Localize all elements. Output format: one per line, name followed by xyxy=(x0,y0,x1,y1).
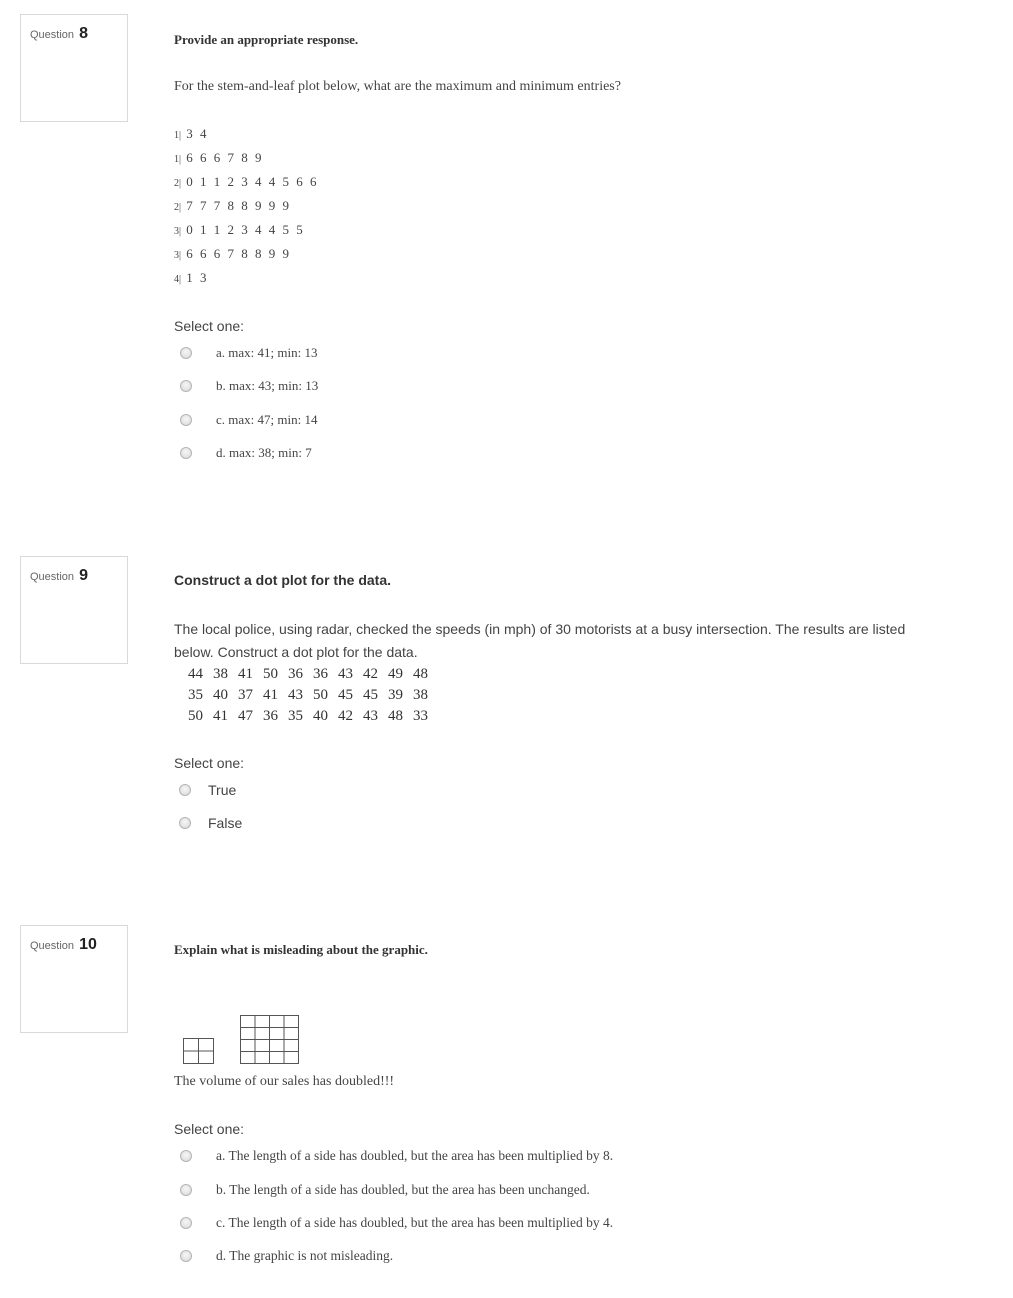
q10-caption: The volume of our sales has doubled!!! xyxy=(174,1074,395,1089)
speed-data-table xyxy=(184,664,434,727)
option-label: c. max: 47; min: 14 xyxy=(216,412,318,427)
radio-icon[interactable] xyxy=(180,447,192,459)
radio-icon[interactable] xyxy=(180,347,192,359)
q10-option-d[interactable] xyxy=(180,1246,393,1266)
misleading-graphic xyxy=(182,1014,302,1066)
q8-option-c[interactable] xyxy=(180,410,317,430)
question-10-info xyxy=(20,925,128,1033)
radio-icon[interactable] xyxy=(179,784,191,796)
option-label: a. max: 41; min: 13 xyxy=(216,345,318,360)
q10-option-b[interactable] xyxy=(180,1180,590,1200)
q9-prompt xyxy=(174,618,1004,664)
q8-option-a[interactable] xyxy=(180,343,317,363)
q9-option-true[interactable] xyxy=(179,780,236,800)
question-8-info xyxy=(20,14,128,122)
radio-icon[interactable] xyxy=(180,1217,192,1229)
option-label: False xyxy=(208,815,243,831)
option-label: True xyxy=(208,782,237,798)
q10-select-label: Select one: xyxy=(174,1121,245,1137)
q10-instruction: Explain what is misleading about the graphic. xyxy=(174,942,428,957)
option-label: b. The length of a side has doubled, but the area has been unchanged. xyxy=(216,1182,590,1197)
radio-icon[interactable] xyxy=(180,1250,192,1262)
stem-leaf-row: 2| 7 7 7 8 8 9 9 9 xyxy=(174,198,292,213)
radio-icon[interactable] xyxy=(180,1184,192,1196)
q10-option-a[interactable] xyxy=(180,1146,613,1166)
stem-leaf-row: 1| 6 6 6 7 8 9 xyxy=(174,150,264,165)
q9-prompt-line: The local police, using radar, checked the speeds (in mph) of 30 motorists at a busy intersection. The results are listed xyxy=(174,621,906,637)
stem-leaf-row: 2| 0 1 1 2 3 4 4 5 6 6 xyxy=(174,174,319,189)
q10-option-c[interactable] xyxy=(180,1213,613,1233)
radio-icon[interactable] xyxy=(180,380,192,392)
q9-select-label: Select one: xyxy=(174,755,245,771)
question-label: Question xyxy=(30,940,75,952)
radio-icon[interactable] xyxy=(179,817,191,829)
q9-option-false[interactable] xyxy=(179,813,242,833)
table-row: 35 40 37 41 43 50 45 45 39 38 xyxy=(188,687,428,703)
option-label: d. max: 38; min: 7 xyxy=(216,445,312,460)
option-label: d. The graphic is not misleading. xyxy=(216,1248,394,1263)
q8-prompt: For the stem-and-leaf plot below, what are the maximum and minimum entries? xyxy=(174,79,621,94)
option-label: b. max: 43; min: 13 xyxy=(216,378,319,393)
question-number: 8 xyxy=(79,25,88,42)
table-row: 50 41 47 36 35 40 42 43 48 33 xyxy=(188,708,428,724)
radio-icon[interactable] xyxy=(180,1150,192,1162)
option-label: a. The length of a side has doubled, but the area has been multiplied by 8. xyxy=(216,1148,614,1163)
question-number: 9 xyxy=(79,567,88,584)
small-square-icon xyxy=(184,1039,214,1064)
stem-leaf-row: 4| 1 3 xyxy=(174,270,209,285)
stem-leaf-row: 3| 0 1 1 2 3 4 4 5 5 xyxy=(174,222,305,237)
stem-leaf-row: 1| 3 4 xyxy=(174,126,209,141)
question-label: Question xyxy=(30,29,75,41)
option-label: c. The length of a side has doubled, but the area has been multiplied by 4. xyxy=(216,1215,614,1230)
q8-option-d[interactable] xyxy=(180,443,312,463)
stem-leaf-row: 3| 6 6 6 7 8 8 9 9 xyxy=(174,246,292,261)
table-row: 44 38 41 50 36 36 43 42 49 48 xyxy=(188,666,428,682)
large-grid-icon xyxy=(241,1016,299,1064)
question-label: Question xyxy=(30,571,75,583)
radio-icon[interactable] xyxy=(180,414,192,426)
q9-prompt-line: below. Construct a dot plot for the data. xyxy=(174,644,418,660)
q8-instruction: Provide an appropriate response. xyxy=(174,32,359,47)
q9-instruction: Construct a dot plot for the data. xyxy=(174,572,391,588)
q8-select-label: Select one: xyxy=(174,318,245,334)
question-number: 10 xyxy=(79,936,97,953)
question-9-info xyxy=(20,556,128,664)
q8-option-b[interactable] xyxy=(180,376,318,396)
